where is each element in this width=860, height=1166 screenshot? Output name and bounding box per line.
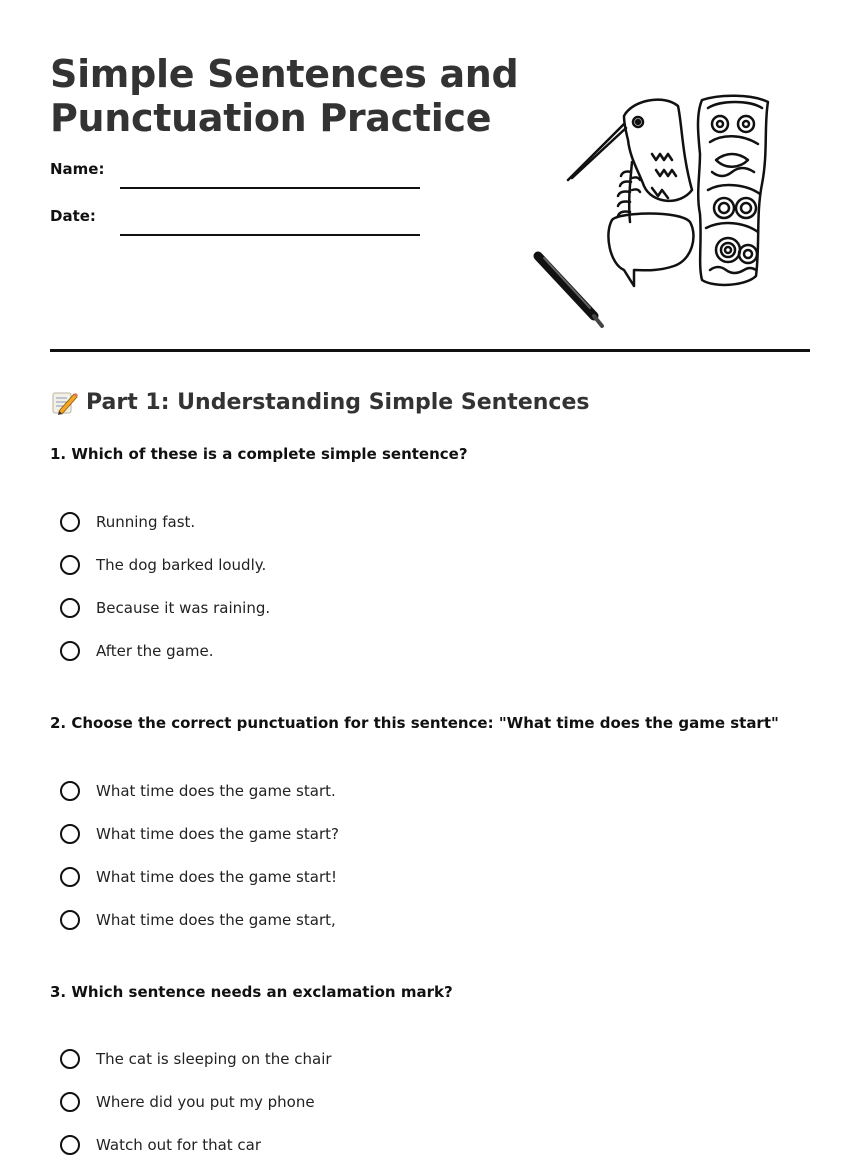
question-2-prompt: 2. Choose the correct punctuation for this sentence: "What time does the game start" bbox=[50, 714, 779, 732]
date-field bbox=[50, 207, 420, 237]
speech-bubble-icon bbox=[608, 214, 693, 287]
option-label: After the game. bbox=[96, 641, 214, 660]
question-1-prompt: 1. Which of these is a complete simple sentence? bbox=[50, 445, 468, 463]
name-label: Name: bbox=[50, 160, 105, 178]
option-label: The cat is sleeping on the chair bbox=[96, 1049, 332, 1068]
date-label: Date: bbox=[50, 207, 96, 225]
radio-button[interactable] bbox=[60, 641, 80, 661]
option-2b[interactable] bbox=[60, 812, 339, 855]
question-1-options bbox=[60, 500, 270, 672]
worksheet-title: Simple Sentences and Punctuation Practice bbox=[50, 52, 519, 140]
option-label: Where did you put my phone bbox=[96, 1092, 315, 1111]
option-label: What time does the game start! bbox=[96, 867, 338, 886]
option-2d[interactable] bbox=[60, 898, 339, 941]
pen-icon bbox=[538, 256, 602, 326]
header-divider bbox=[50, 349, 810, 352]
option-3b[interactable] bbox=[60, 1080, 332, 1123]
radio-button[interactable] bbox=[60, 910, 80, 930]
radio-button[interactable] bbox=[60, 512, 80, 532]
name-input-line[interactable] bbox=[120, 187, 420, 189]
option-label: What time does the game start, bbox=[96, 910, 336, 929]
radio-button[interactable] bbox=[60, 781, 80, 801]
option-1d[interactable] bbox=[60, 629, 270, 672]
option-3c[interactable] bbox=[60, 1123, 332, 1166]
option-label: What time does the game start. bbox=[96, 781, 336, 800]
option-1b[interactable] bbox=[60, 543, 270, 586]
section-heading bbox=[50, 388, 589, 416]
kiwi-illustration bbox=[532, 94, 782, 330]
option-label: Because it was raining. bbox=[96, 598, 271, 617]
radio-button[interactable] bbox=[60, 598, 80, 618]
name-field bbox=[50, 160, 420, 190]
question-3-prompt: 3. Which sentence needs an exclamation mark? bbox=[50, 983, 453, 1001]
option-label: The dog barked loudly. bbox=[96, 555, 267, 574]
option-2a[interactable] bbox=[60, 769, 339, 812]
option-label: What time does the game start? bbox=[96, 824, 339, 843]
radio-button[interactable] bbox=[60, 1049, 80, 1069]
option-2c[interactable] bbox=[60, 855, 339, 898]
radio-button[interactable] bbox=[60, 867, 80, 887]
option-3a[interactable] bbox=[60, 1037, 332, 1080]
memo-icon bbox=[50, 388, 78, 416]
carved-pou-icon bbox=[698, 96, 768, 285]
option-label: Watch out for that car bbox=[96, 1135, 262, 1154]
option-1c[interactable] bbox=[60, 586, 270, 629]
option-label: Running fast. bbox=[96, 512, 196, 531]
radio-button[interactable] bbox=[60, 824, 80, 844]
date-input-line[interactable] bbox=[120, 234, 420, 236]
question-3-options bbox=[60, 1037, 332, 1166]
radio-button[interactable] bbox=[60, 1092, 80, 1112]
radio-button[interactable] bbox=[60, 555, 80, 575]
option-1a[interactable] bbox=[60, 500, 270, 543]
radio-button[interactable] bbox=[60, 1135, 80, 1155]
section-title: Part 1: Understanding Simple Sentences bbox=[86, 389, 590, 415]
question-2-options bbox=[60, 769, 339, 941]
